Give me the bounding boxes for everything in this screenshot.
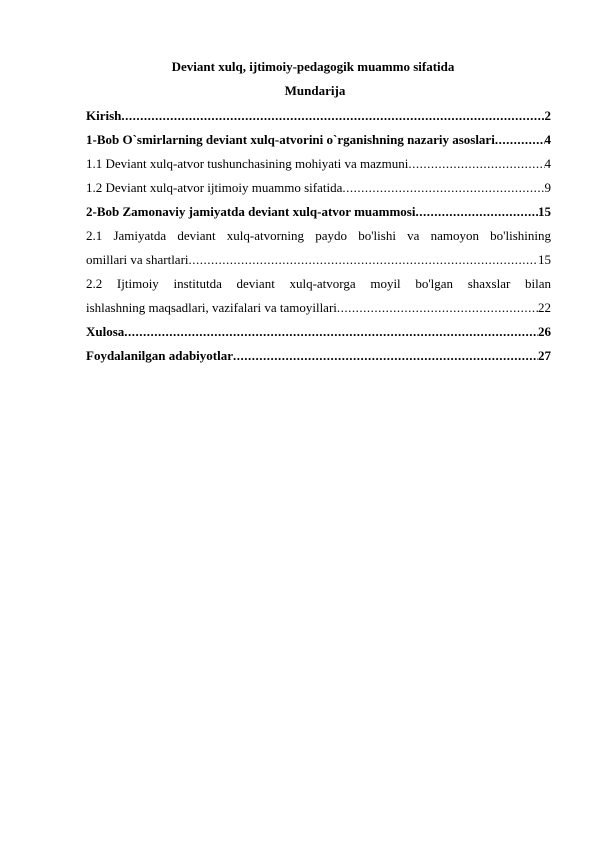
toc-leader-dots bbox=[337, 296, 538, 320]
table-of-contents bbox=[86, 104, 551, 368]
toc-leader-dots bbox=[189, 248, 538, 272]
toc-page-number: 15 bbox=[538, 204, 551, 219]
toc-entry-label-line2-row bbox=[86, 296, 551, 320]
toc-entry-1-2 bbox=[86, 176, 551, 200]
toc-entry-label: Foydalanilgan adabiyotlar bbox=[86, 348, 233, 363]
toc-entry-2-1 bbox=[86, 224, 551, 272]
toc-entry-label: 1.2 Deviant xulq-atvor ijtimoiy muammo sifatida bbox=[86, 180, 343, 195]
toc-leader-dots bbox=[408, 152, 544, 176]
toc-page-number: 2 bbox=[544, 108, 551, 123]
toc-entry-kirish bbox=[86, 104, 551, 128]
toc-entry-1-1 bbox=[86, 152, 551, 176]
toc-entry-label: 1.1 Deviant xulq-atvor tushunchasining mohiyati va mazmuni bbox=[86, 156, 409, 171]
toc-page-number: 9 bbox=[544, 180, 551, 195]
toc-page-number: 27 bbox=[538, 348, 551, 363]
toc-entry-label: 2-Bob Zamonaviy jamiyatda deviant xulq-atvor muammosi bbox=[86, 204, 416, 219]
toc-heading: Mundarija bbox=[284, 83, 346, 98]
toc-page-number: 22 bbox=[538, 300, 551, 315]
toc-leader-dots bbox=[124, 320, 538, 344]
toc-entry-label-line1: 2.2 Ijtimoiy institutda deviant xulq-atvorga moyil bo'lgan shaxslar bilan bbox=[86, 276, 551, 291]
toc-entry-adabiyotlar bbox=[86, 344, 551, 368]
toc-page-number: 15 bbox=[538, 252, 551, 267]
toc-entry-bob2 bbox=[86, 200, 551, 224]
toc-entry-label-line2-row bbox=[86, 248, 551, 272]
toc-entry-label: Kirish bbox=[86, 108, 122, 123]
toc-entry-label-line1: 2.1 Jamiyatda deviant xulq-atvorning paydo bo'lishi va namoyon bo'lishining bbox=[86, 228, 551, 243]
toc-leader-dots bbox=[121, 104, 544, 128]
toc-page-number: 4 bbox=[544, 156, 551, 171]
toc-entry-bob1 bbox=[86, 128, 551, 152]
toc-entry-label-line2: omillari va shartlari bbox=[86, 252, 189, 267]
toc-entry-label: 1-Bob O`smirlarning deviant xulq-atvorini o`rganishning nazariy asoslari bbox=[86, 132, 495, 147]
toc-entry-label-line2: ishlashning maqsadlari, vazifalari va tamoyillari bbox=[86, 300, 337, 315]
toc-page-number: 26 bbox=[538, 324, 551, 339]
toc-leader-dots bbox=[415, 200, 538, 224]
toc-entry-xulosa bbox=[86, 320, 551, 344]
toc-leader-dots bbox=[342, 176, 544, 200]
toc-leader-dots bbox=[233, 344, 538, 368]
toc-page-number: 4 bbox=[544, 132, 551, 147]
toc-leader-dots bbox=[495, 128, 545, 152]
toc-entry-2-2 bbox=[86, 272, 551, 320]
document-title: Deviant xulq, ijtimoiy-pedagogik muammo sifatida bbox=[171, 59, 455, 74]
toc-entry-label: Xulosa bbox=[86, 324, 125, 339]
